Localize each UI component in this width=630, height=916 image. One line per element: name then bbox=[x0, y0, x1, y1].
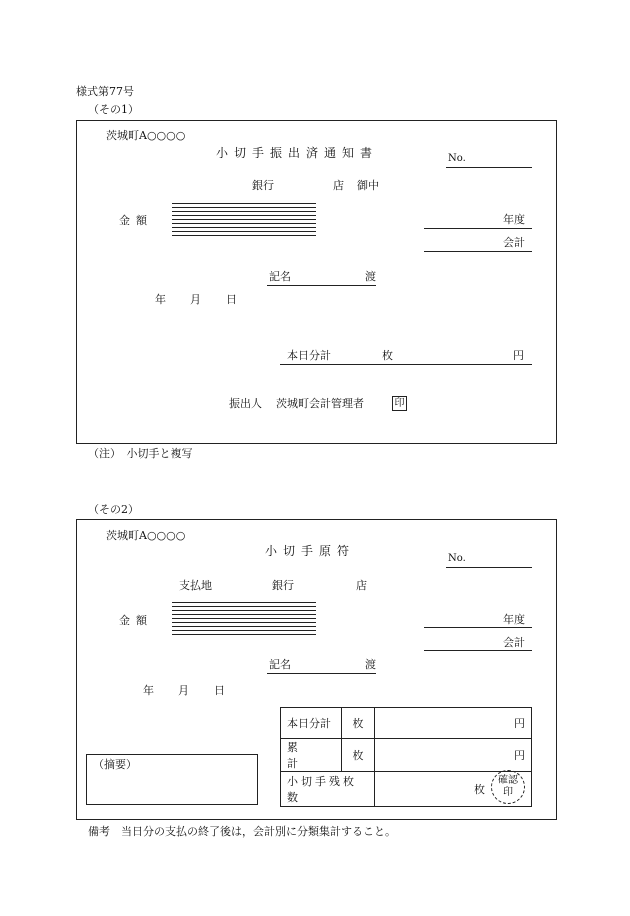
confirm-stamp bbox=[491, 770, 525, 804]
part2-payment-place-label: 支払地 bbox=[179, 579, 212, 592]
table-cell-row3-label: 小切手残枚数 bbox=[281, 772, 375, 807]
part1-account-line bbox=[424, 251, 532, 252]
part2-remark: 備考 当日分の支払の終了後は，会計別に分類集計すること。 bbox=[88, 825, 396, 838]
part2-account-label: 会計 bbox=[503, 636, 525, 649]
part1-day-label: 日 bbox=[226, 293, 237, 306]
part1-yen-label: 円 bbox=[513, 349, 524, 362]
part1-named-label: 記名 bbox=[269, 270, 291, 283]
part2-fiscal-year-line bbox=[424, 627, 532, 628]
part2-fiscal-year-label: 年度 bbox=[503, 613, 525, 626]
part1-named-line bbox=[267, 285, 376, 286]
part2-amount-label: 金額 bbox=[119, 614, 153, 627]
part1-branch-label: 店 bbox=[333, 179, 344, 192]
part2-year-label: 年 bbox=[143, 684, 154, 697]
part1-year-label: 年 bbox=[155, 293, 166, 306]
part2-delivered-label: 渡 bbox=[365, 658, 376, 671]
part2-month-label: 月 bbox=[178, 684, 189, 697]
part1-seal-mark: 印 bbox=[392, 396, 407, 411]
part2-named-label: 記名 bbox=[269, 658, 291, 671]
confirm-stamp-top: 確認 bbox=[498, 775, 518, 786]
table-cell-row2-label: 累計 bbox=[281, 739, 342, 772]
part1-daily-total-label: 本日分計 bbox=[287, 349, 331, 362]
table-cell-row3-sheets: 枚 bbox=[375, 772, 532, 807]
table-row bbox=[281, 708, 532, 739]
form-number: 様式第77号 bbox=[76, 85, 134, 98]
table-row bbox=[281, 739, 532, 772]
part2-title: 小切手原符 bbox=[265, 544, 356, 558]
part2-day-label: 日 bbox=[214, 684, 225, 697]
part1-daily-total-line bbox=[280, 364, 532, 365]
part1-note: （注） 小切手と複写 bbox=[88, 447, 193, 460]
part1-addressee: 御中 bbox=[357, 179, 379, 192]
part2-no-label: No. bbox=[448, 553, 466, 564]
part1-drawer-name: 茨城町会計管理者 bbox=[276, 397, 364, 410]
part1-issuer: 茨城町A○○○○ bbox=[106, 129, 186, 142]
part1-month-label: 月 bbox=[190, 293, 201, 306]
part2-summary-box bbox=[86, 754, 258, 805]
part1-fiscal-year-line bbox=[424, 228, 532, 229]
part1-sheets-label: 枚 bbox=[382, 349, 393, 362]
table-cell-row1-yen: 円 bbox=[375, 708, 532, 739]
part2-label: （その2） bbox=[88, 503, 139, 516]
part2-issuer: 茨城町A○○○○ bbox=[106, 529, 186, 542]
table-cell-row2-sheets: 枚 bbox=[342, 739, 375, 772]
part2-amount-hatch bbox=[172, 602, 316, 638]
part1-no-line bbox=[446, 167, 532, 168]
part1-amount-hatch bbox=[172, 203, 316, 239]
part1-bank-label: 銀行 bbox=[252, 179, 274, 192]
part1-title: 小切手振出済通知書 bbox=[216, 146, 379, 160]
part2-branch-label: 店 bbox=[356, 579, 367, 592]
table-cell-row1-label: 本日分計 bbox=[281, 708, 342, 739]
table-cell-row1-sheets: 枚 bbox=[342, 708, 375, 739]
part1-no-label: No. bbox=[448, 153, 466, 164]
part1-label: （その1） bbox=[88, 103, 139, 116]
part1-fiscal-year-label: 年度 bbox=[503, 213, 525, 226]
part2-account-line bbox=[424, 650, 532, 651]
confirm-stamp-bottom: 印 bbox=[503, 787, 513, 798]
part1-delivered-label: 渡 bbox=[365, 270, 376, 283]
part1-drawer-label: 振出人 bbox=[229, 397, 262, 410]
part2-bank-label: 銀行 bbox=[272, 579, 294, 592]
part1-form-frame bbox=[76, 120, 557, 444]
part2-named-line bbox=[267, 673, 376, 674]
part2-no-line bbox=[446, 567, 532, 568]
table-cell-row2-yen: 円 bbox=[375, 739, 532, 772]
part1-account-label: 会計 bbox=[503, 236, 525, 249]
part1-amount-label: 金額 bbox=[119, 214, 153, 227]
part2-summary-label: （摘要） bbox=[93, 758, 137, 771]
